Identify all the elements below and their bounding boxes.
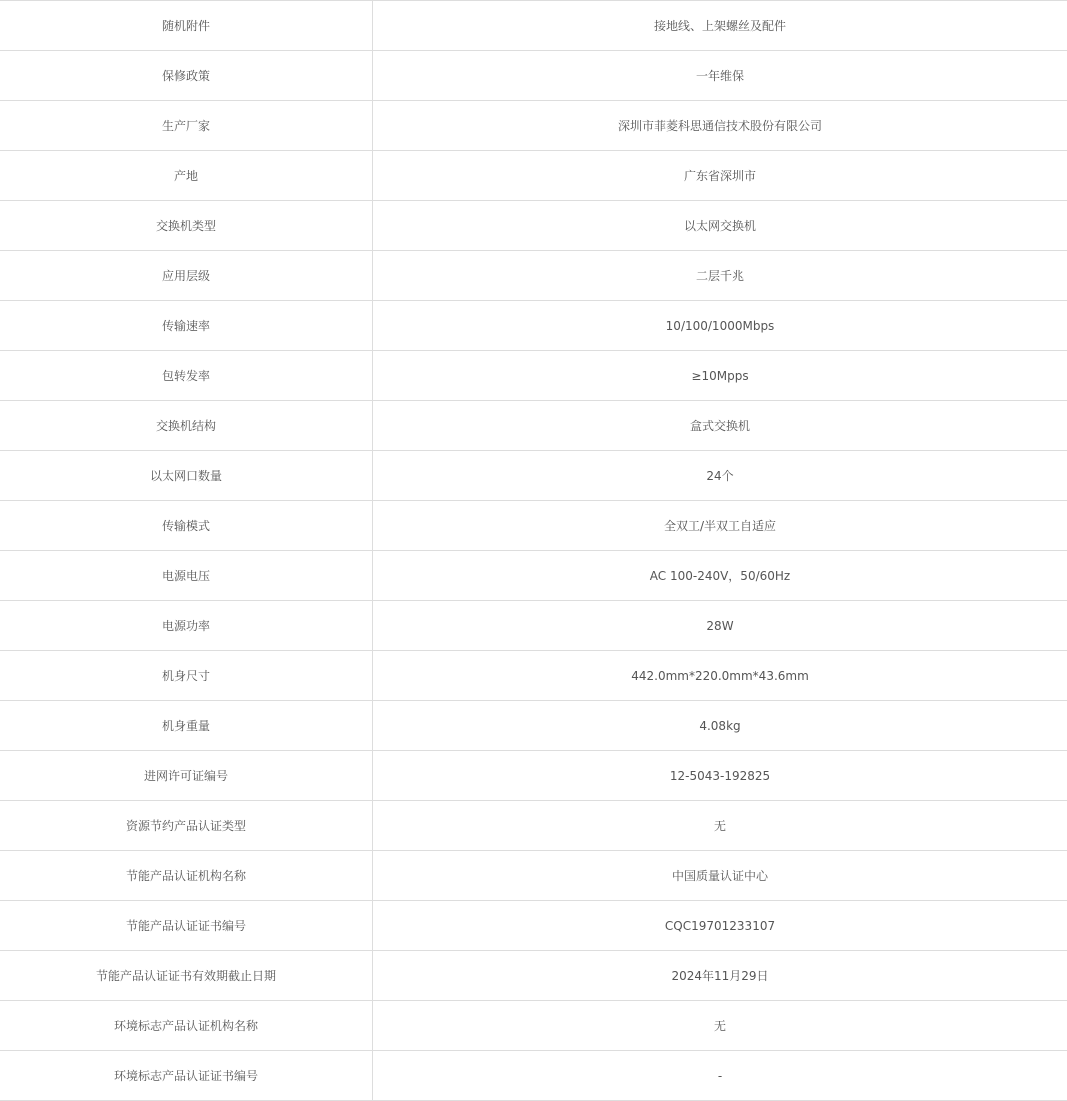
spec-label: 传输速率 <box>0 301 373 351</box>
table-row <box>0 101 1067 151</box>
table-row <box>0 651 1067 701</box>
spec-label: 节能产品认证证书编号 <box>0 901 373 951</box>
spec-value: 盒式交换机 <box>373 401 1067 451</box>
spec-label: 生产厂家 <box>0 101 373 151</box>
spec-value: 2024年11月29日 <box>373 951 1067 1001</box>
table-row <box>0 551 1067 601</box>
spec-label: 节能产品认证证书有效期截止日期 <box>0 951 373 1001</box>
table-row <box>0 1001 1067 1051</box>
spec-value: 广东省深圳市 <box>373 151 1067 201</box>
spec-value: - <box>373 1051 1067 1101</box>
spec-value: 中国质量认证中心 <box>373 851 1067 901</box>
spec-label: 交换机类型 <box>0 201 373 251</box>
table-row <box>0 601 1067 651</box>
spec-label: 机身重量 <box>0 701 373 751</box>
table-row <box>0 951 1067 1001</box>
spec-value: 一年维保 <box>373 51 1067 101</box>
spec-value: 无 <box>373 1001 1067 1051</box>
table-row <box>0 1 1067 51</box>
spec-value: 4.08kg <box>373 701 1067 751</box>
spec-label: 保修政策 <box>0 51 373 101</box>
spec-value: 二层千兆 <box>373 251 1067 301</box>
spec-label: 环境标志产品认证证书编号 <box>0 1051 373 1101</box>
spec-value: 深圳市菲菱科思通信技术股份有限公司 <box>373 101 1067 151</box>
table-row <box>0 801 1067 851</box>
spec-value: 12-5043-192825 <box>373 751 1067 801</box>
spec-value: ≥10Mpps <box>373 351 1067 401</box>
table-row <box>0 51 1067 101</box>
spec-label: 传输模式 <box>0 501 373 551</box>
spec-label: 包转发率 <box>0 351 373 401</box>
table-row <box>0 351 1067 401</box>
table-row <box>0 1051 1067 1101</box>
table-row <box>0 451 1067 501</box>
spec-value: 24个 <box>373 451 1067 501</box>
table-row <box>0 751 1067 801</box>
table-row <box>0 151 1067 201</box>
spec-value: 以太网交换机 <box>373 201 1067 251</box>
spec-value: CQC19701233107 <box>373 901 1067 951</box>
spec-label: 机身尺寸 <box>0 651 373 701</box>
table-row <box>0 301 1067 351</box>
spec-table-body <box>0 1 1067 1101</box>
spec-value: 10/100/1000Mbps <box>373 301 1067 351</box>
spec-label: 交换机结构 <box>0 401 373 451</box>
table-row <box>0 851 1067 901</box>
spec-label: 以太网口数量 <box>0 451 373 501</box>
table-row <box>0 201 1067 251</box>
table-row <box>0 501 1067 551</box>
spec-label: 节能产品认证机构名称 <box>0 851 373 901</box>
spec-value: 全双工/半双工自适应 <box>373 501 1067 551</box>
spec-label: 电源功率 <box>0 601 373 651</box>
spec-label: 电源电压 <box>0 551 373 601</box>
spec-label: 应用层级 <box>0 251 373 301</box>
spec-label: 环境标志产品认证机构名称 <box>0 1001 373 1051</box>
table-row <box>0 251 1067 301</box>
spec-label: 资源节约产品认证类型 <box>0 801 373 851</box>
spec-value: 28W <box>373 601 1067 651</box>
spec-label: 产地 <box>0 151 373 201</box>
spec-value: 无 <box>373 801 1067 851</box>
spec-value: AC 100-240V，50/60Hz <box>373 551 1067 601</box>
spec-value: 442.0mm*220.0mm*43.6mm <box>373 651 1067 701</box>
table-row <box>0 901 1067 951</box>
spec-value: 接地线、上架螺丝及配件 <box>373 1 1067 51</box>
spec-label: 随机附件 <box>0 1 373 51</box>
table-row <box>0 701 1067 751</box>
table-row <box>0 401 1067 451</box>
spec-label: 进网许可证编号 <box>0 751 373 801</box>
